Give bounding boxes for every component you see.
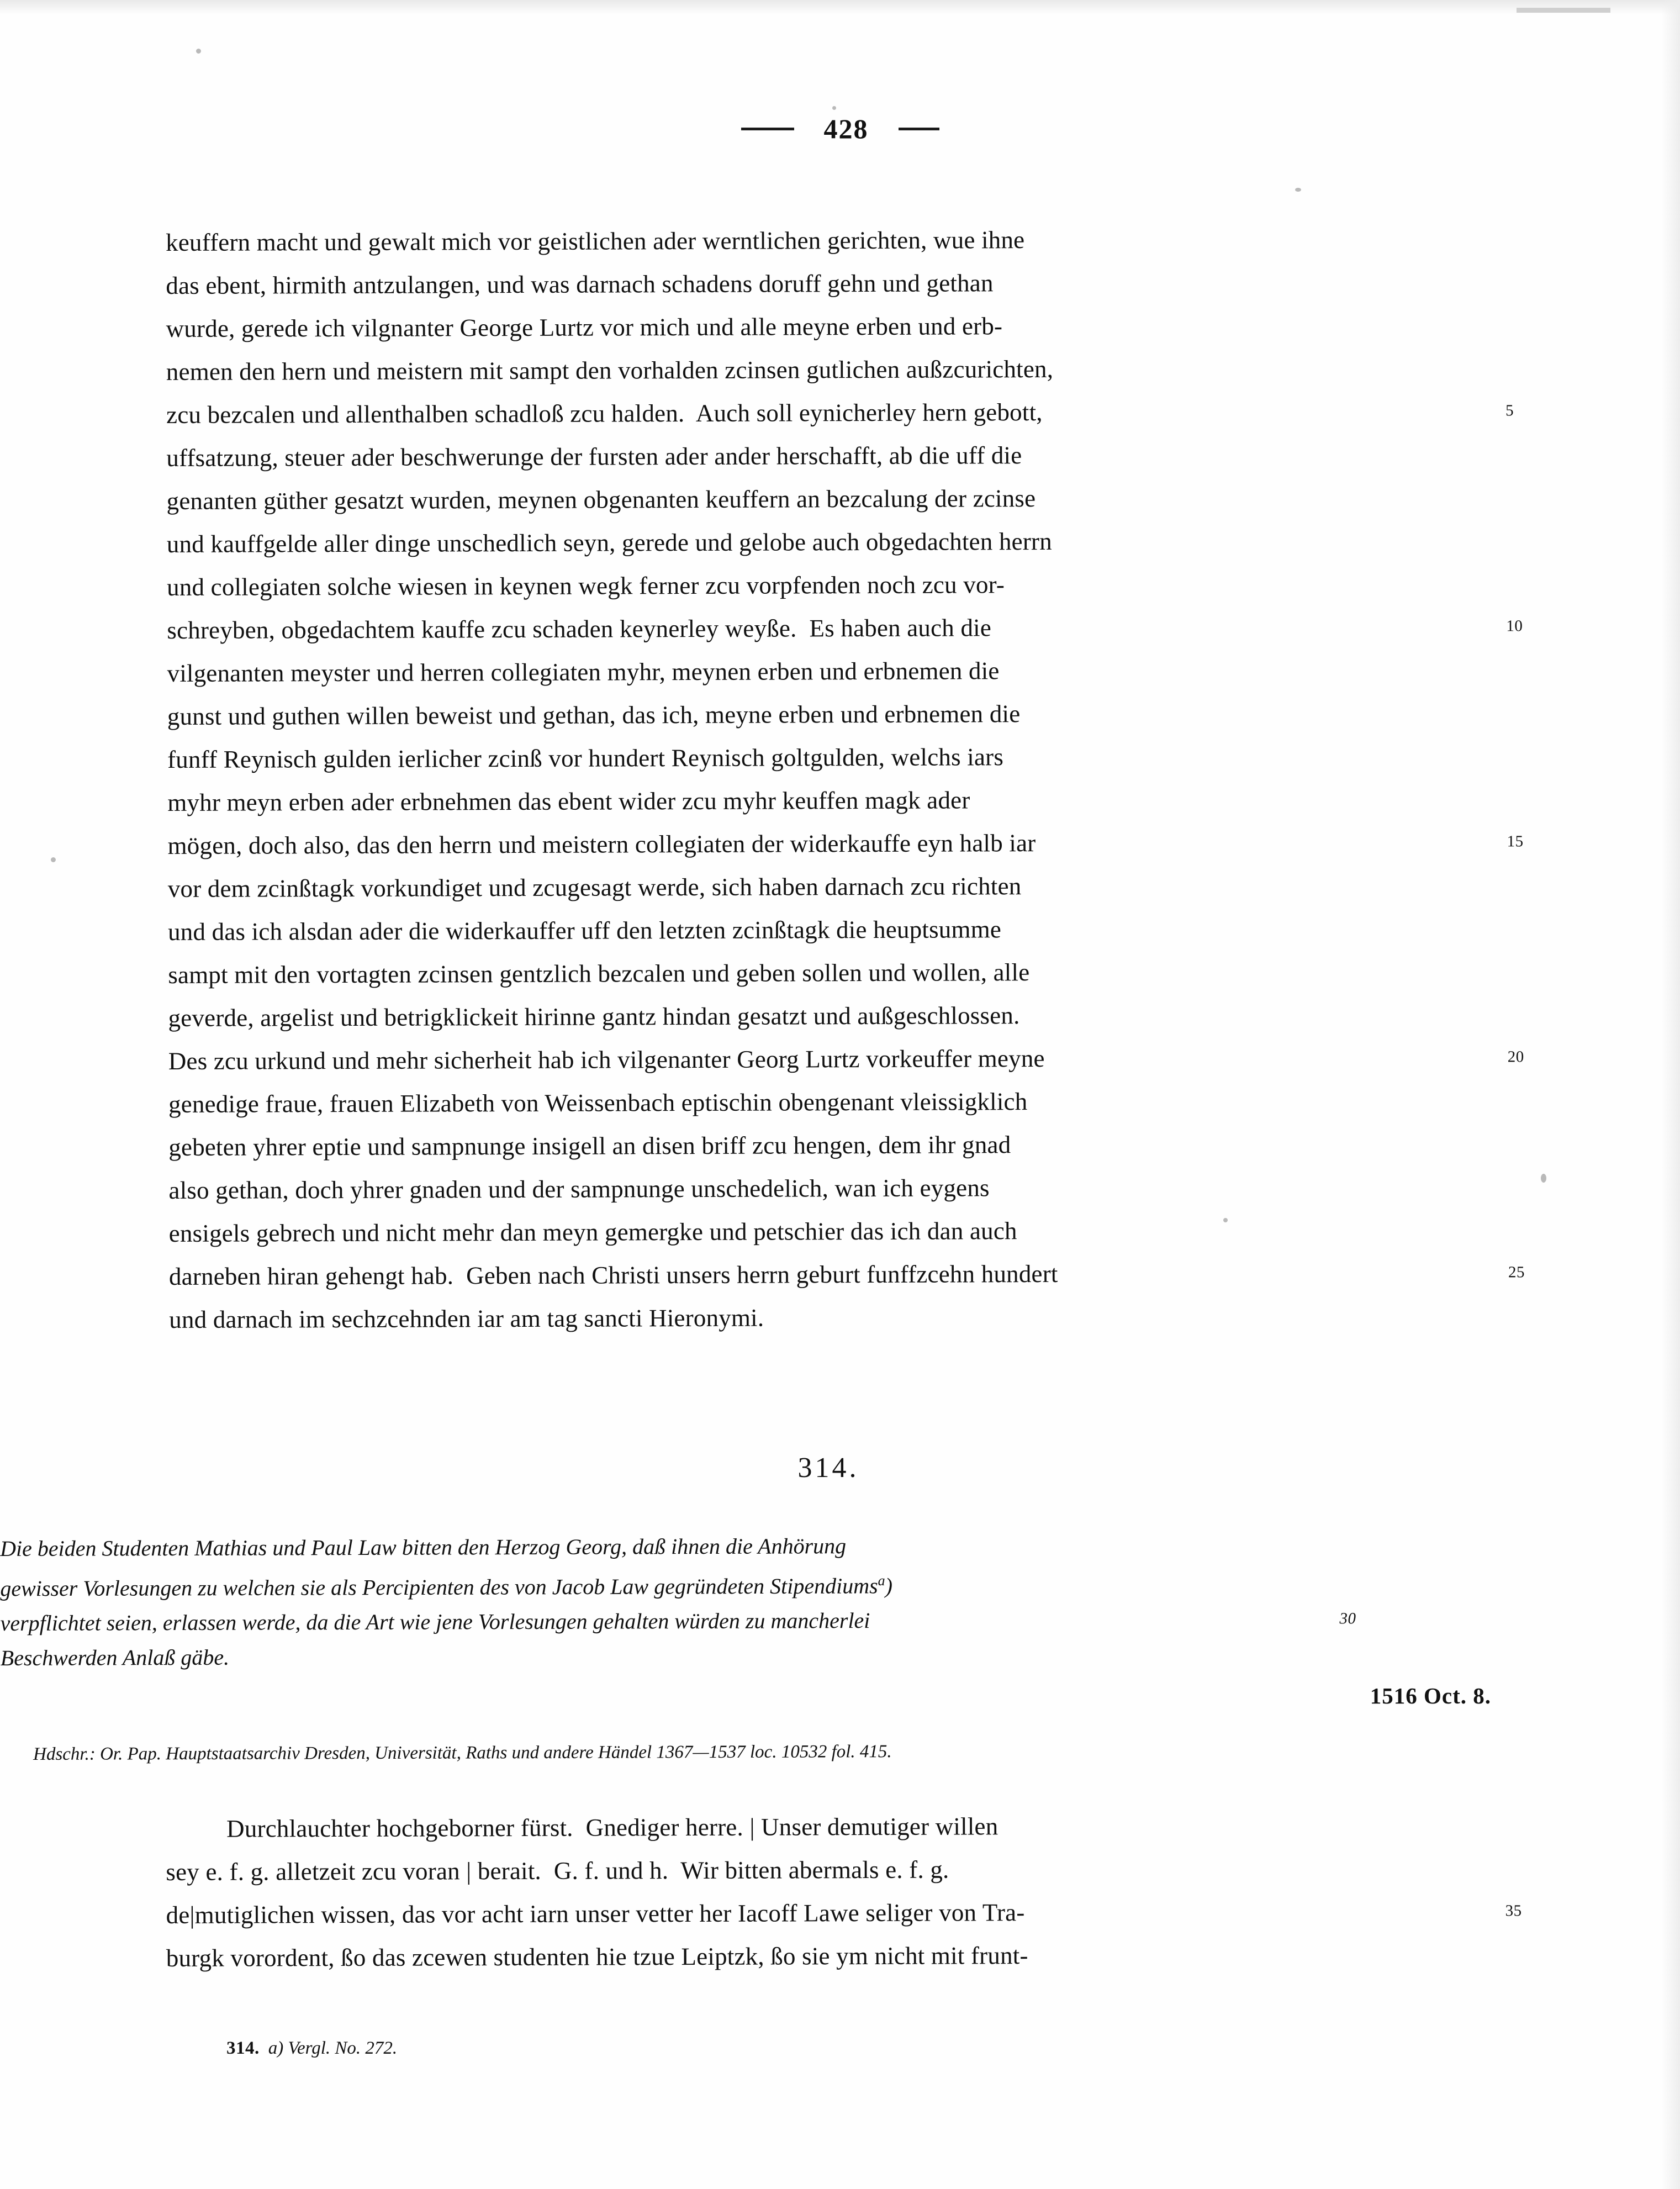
scan-edge-shadow-right	[1661, 0, 1680, 2189]
text-line: nemen den hern und meistern mit sampt den vorhalden zcinsen gutlichen außzcurichten,	[166, 355, 1054, 386]
text-line: zcu bezcalen und allenthalben schadloß zcu halden. Auch soll eynicherley hern gebott, 5	[166, 389, 1492, 436]
footnote-number: 314.	[226, 2038, 260, 2058]
text-line: und collegiaten solche wiesen in keynen wegk ferner zcu vorpfenden noch zcu vor-	[167, 571, 1005, 601]
section-number: 314.	[797, 1452, 859, 1484]
text-line: genanten güther gesatzt wurden, meynen obgenanten keuffern an bezcalung der zcinse	[166, 484, 1036, 515]
scan-artifact-mark	[1517, 8, 1610, 13]
margin-line-number: 25	[1508, 1263, 1525, 1281]
section-regest	[0, 1527, 1356, 1675]
text-line: schreyben, obgedachtem kauffe zcu schaden keynerley weyße. Es haben auch die 10	[167, 604, 1492, 652]
text-line: keuffern macht und gewalt mich vor geistlichen ader werntlichen gerichten, wue ihne	[166, 226, 1025, 256]
text-line: funff Reynisch gulden ierlicher zcinß vor hundert Reynisch goltgulden, welchs iars	[167, 743, 1004, 773]
text-line: sampt mit den vortagten zcinsen gentzlich bezcalen und geben sollen und wollen, alle	[168, 958, 1030, 989]
scan-speck	[51, 857, 56, 862]
text-line: vor dem zcinßtagk vorkundiget und zcugesagt werde, sich haben darnach zcu richten	[167, 872, 1022, 903]
text-line: Des zcu urkund und mehr sicherheit hab ich vilgenanter Georg Lurtz vorkeuffer meyne 20	[168, 1035, 1494, 1083]
text-line: de|mutiglichen wissen, das vor acht iarn unser vetter her Iacoff Lawe seliger von Tra- 35	[166, 1889, 1491, 1937]
text-line: und das ich alsdan ader die widerkauffer uff den letzten zcinßtagk die heuptsumme	[167, 915, 1002, 946]
margin-line-number: 5	[1505, 402, 1514, 420]
text-line: vilgenanten meyster und herren collegiaten myhr, meynen erben und erbnemen die	[167, 657, 1000, 687]
text-line: Die beiden Studenten Mathias und Paul Law bitten den Herzog Georg, daß ihnen die Anhörung	[0, 1533, 847, 1561]
text-line: genedige fraue, frauen Elizabeth von Weissenbach eptischin obengenant vleissigklich	[168, 1088, 1028, 1118]
margin-line-number: 10	[1506, 617, 1523, 635]
scan-speck	[1295, 188, 1301, 192]
footnote	[226, 2035, 397, 2061]
margin-line-number: 35	[1505, 1902, 1522, 1920]
text-line: Durchlauchter hochgeborner fürst. Gnediger herre. | Unser demutiger willen	[226, 1812, 999, 1843]
text-line: gunst und guthen willen beweist und gethan, das ich, meyne erben und erbnemen die	[167, 700, 1021, 730]
margin-line-number: 20	[1507, 1048, 1524, 1066]
text-line: burgk vorordent, ßo das zcewen studenten hie tzue Leiptzk, ßo sie ym nicht mit frunt-	[166, 1942, 1028, 1972]
text-line: geverde, argelist und betrigklickeit hirinne gantz hindan gesatzt und außgeschlossen.	[168, 1001, 1020, 1032]
text-line: verpflichtet seien, erlassen werde, da die Art wie jene Vorlesungen gehalten würden zu mancherlei 30	[0, 1602, 1331, 1641]
text-line: darneben hiran gehengt hab. Geben nach Christi unsers herrn geburt funffzcehn hundert 25	[169, 1251, 1494, 1298]
document-transcript	[166, 1803, 1522, 1980]
margin-line-number: 15	[1507, 832, 1524, 851]
scan-speck	[196, 49, 201, 54]
text-line: das ebent, hirmith antzulangen, und was darnach schadens doruff gehn und gethan	[166, 269, 994, 299]
text-line: wurde, gerede ich vilgnanter George Lurtz vor mich und alle meyne erben und erb-	[166, 312, 1003, 342]
section-date: 1516 Oct. 8.	[1370, 1683, 1491, 1708]
text-line: uffsatzung, steuer ader beschwerunge der fursten ader ander herschafft, ab die uff die	[166, 441, 1022, 472]
running-head	[0, 115, 1680, 143]
text-line: also gethan, doch yhrer gnaden und der sampnunge unschedelich, wan ich eygens	[168, 1174, 990, 1204]
text-line: ensigels gebrech und nicht mehr dan meyn gemergke und petschier das ich dan auch	[168, 1217, 1017, 1247]
page-number: 428	[823, 113, 869, 144]
text-line: Beschwerden Anlaß gäbe.	[0, 1645, 230, 1671]
scan-edge-shadow-top	[0, 0, 1680, 14]
scan-speck	[832, 106, 836, 110]
document-body-continued	[166, 217, 1525, 1341]
scan-speck	[1541, 1174, 1546, 1183]
head-rule-right	[899, 128, 939, 130]
footnote-text: a) Vergl. No. 272.	[268, 2038, 398, 2058]
footnote-marker: a	[878, 1572, 885, 1589]
text-line: sey e. f. g. alletzeit zcu voran | berait. G. f. und h. Wir bitten abermals e. f. g.	[166, 1855, 949, 1886]
margin-line-number: 30	[1339, 1610, 1356, 1628]
text-line: gebeten yhrer eptie und sampnunge insigell an disen briff zcu hengen, dem ihr gnad	[168, 1131, 1011, 1161]
text-line: und kauffgelde aller dinge unschedlich seyn, gerede und gelobe auch obgedachten herrn	[166, 527, 1052, 558]
text-line: und darnach im sechzcehnden iar am tag sancti Hieronymi.	[169, 1304, 764, 1333]
text-line: gewisser Vorlesungen zu welchen sie als Percipienten des von Jacob Law gegründeten Stipendiums$^a$)	[0, 1572, 893, 1601]
head-rule-left	[741, 128, 794, 130]
text-line: myhr meyn erben ader erbnehmen das ebent wider zcu myhr keuffen magk ader	[167, 786, 970, 816]
text-line: mögen, doch also, das den herrn und meistern collegiaten der widerkauffe eyn halb iar 15	[167, 820, 1493, 867]
manuscript-citation: Hdschr.: Or. Pap. Hauptstaatsarchiv Dresden, Universität, Raths und andere Händel 1367—1537 loc. 10532 fol. 415.	[33, 1742, 892, 1764]
